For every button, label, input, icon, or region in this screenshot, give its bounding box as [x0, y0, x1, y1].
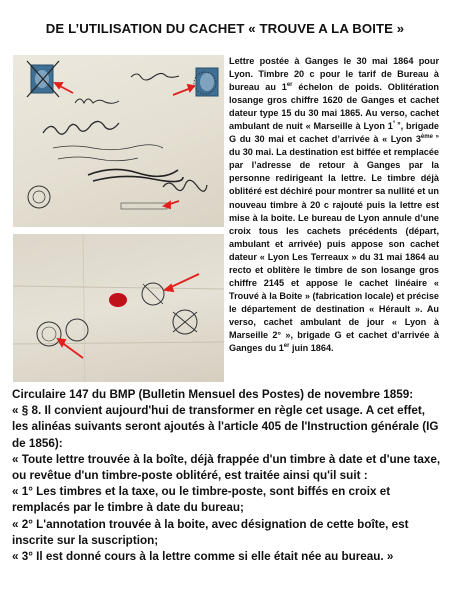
- letter-description: [229, 55, 439, 355]
- stamp-left: [27, 61, 59, 97]
- circulaire-paragraph: « Toute lettre trouvée à la boîte, déjà frappée d'un timbre à date et d'une taxe, ou revêtue d'un timbre-poste oblitéré, est traitée ainsi qu'il suit :: [12, 452, 441, 483]
- description-text-4: du 30 mai. La destination est biffée et remplacée par l’adresse de retour à Ganges par la personne redirigeant la lettre. Le timbre déjà oblitéré est déchiré pour montrer sa nullité et un nouveau timbre à 20 c rajouté puis la lettre est mise à la boite. Le bureau de Lyon annule d’une croix tous les cachets précédents (départ, ambulant et arrivée) puis appose son cachet dateur « Lyon Les Terreaux » du 31 mai 1864 au recto et oblitère le timbre de son losange gros chiffre 2145 et appose le cachet linéaire « Trouvé à la Boite » (fabrication locale) et précise le département de destination « Hérault ». Au verso, cachet ambulant de jour « Lyon à Marseille 2° », brigade G et cachet d’arrivée à Ganges du 1: [229, 147, 439, 354]
- cover-back-image: [13, 234, 224, 382]
- circulaire-paragraph: « 3° Il est donné cours à la lettre comme si elle était née au bureau. »: [12, 550, 394, 564]
- circulaire-paragraph: « 2° L'annotation trouvée à la boite, avec désignation de cette boîte, est inscrite sur la suscription;: [12, 517, 409, 547]
- description-text-2: échelon de poids. Oblitération losange gros chiffre 1620 de Ganges et cachet dateur type 15 du 30 mai 1865. Au verso, cachet ambulant de nuit « Marseille à Lyon 1: [229, 82, 440, 132]
- description-sup-4: er: [283, 342, 290, 349]
- cover-front-image: [13, 55, 224, 227]
- circulaire-paragraph: « 1° Les timbres et la taxe, ou le timbre-poste, sont biffés en croix et remplacés par le timbre à date du bureau;: [12, 485, 391, 515]
- circulaire-heading: Circulaire 147 du BMP (Bulletin Mensuel des Postes) de novembre 1859:: [12, 388, 414, 401]
- cover-back-drawing: [13, 234, 224, 382]
- circulaire-section: [12, 387, 442, 565]
- description-sup-3: ème »: [420, 134, 440, 141]
- stamp-right: [194, 68, 218, 96]
- description-sup-1: er: [286, 82, 293, 89]
- description-text-1: Lettre postée à Ganges le 30 mai 1864 pour Lyon. Timbre 20 c pour le tarif de Bureau à bureau au 1: [229, 56, 439, 93]
- circulaire-paragraph: « § 8. Il convient aujourd'hui de transformer en règle cet usage. A cet effet, les alinéas suivants seront ajoutés à l'article 405 de l'Instruction générale (IG de 1856):: [12, 404, 439, 450]
- cover-front-drawing: [13, 55, 224, 227]
- wax-seal: [109, 293, 127, 307]
- page-title: DE L’UTILISATION DU CACHET « TROUVE A LA BOITE »: [45, 21, 405, 36]
- description-text-3: , brigade G du 30 mai et cachet d’arrivée à « Lyon 3: [229, 121, 440, 145]
- description-text-5: juin 1864.: [289, 343, 334, 354]
- description-sup-2: ° »: [392, 121, 401, 128]
